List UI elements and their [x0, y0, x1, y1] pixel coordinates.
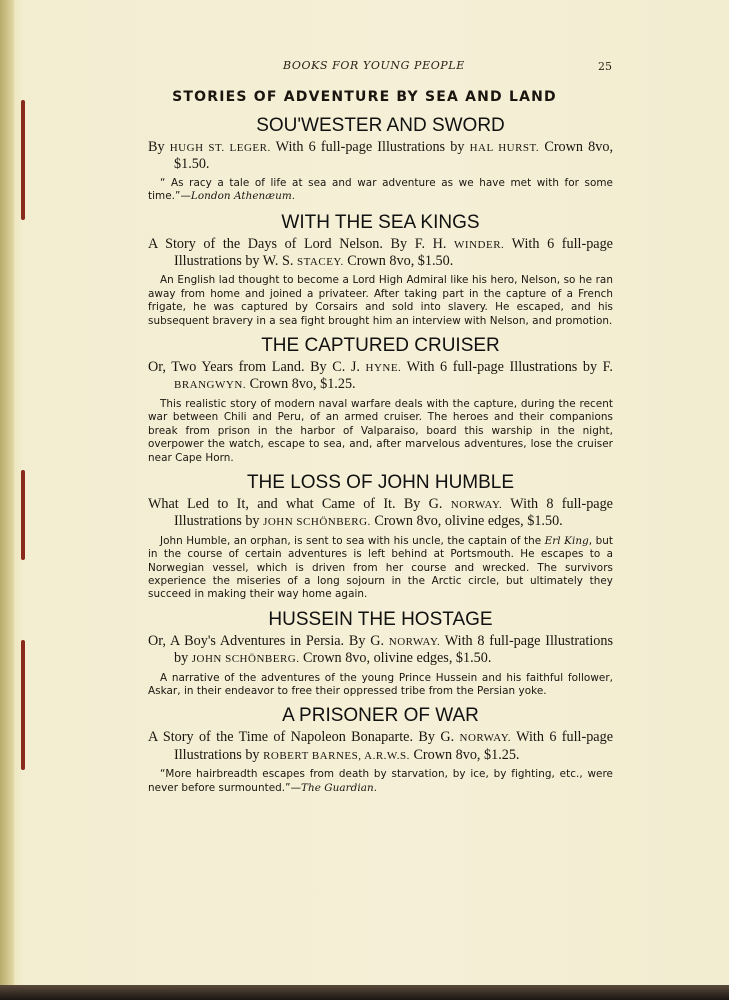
- note-text: John Humble, an orphan, is sent to sea with his uncle, the captain of the: [160, 534, 545, 547]
- book-description: [148, 729, 613, 764]
- book-description: [148, 139, 613, 173]
- illustrator-name: STACEY.: [296, 256, 344, 269]
- book-entry: [148, 114, 613, 204]
- book-title: A PRISONER OF WAR: [282, 705, 479, 727]
- book-note: This realistic story of modern naval warfare deals with the capture, during the recent war between Chili and Peru, of an armed cruiser. The heroes and their companions break from prison in the harbor of Valparaiso, board this warship in the night, overpower the watch, escape to sea, and, after marvelous adventures, lose the cruiser near Cape Horn.: [148, 397, 613, 464]
- note-text: “ As racy a tale of life at sea and war adventure as we have met with for some time.”—: [148, 176, 613, 203]
- book-entry: [148, 334, 613, 465]
- running-head: BOOKS FOR YOUNG PEOPLE: [283, 59, 465, 72]
- book-title: THE LOSS OF JOHN HUMBLE: [246, 471, 515, 493]
- desc-text: With 8 full-page Illustrations by: [174, 495, 613, 530]
- book-entry: [148, 704, 613, 795]
- illustrator-name: JOHN SCHÖNBERG.: [263, 516, 371, 529]
- author-name: NORWAY.: [459, 732, 512, 745]
- desc-text: By: [148, 139, 170, 155]
- book-description: [148, 496, 613, 531]
- desc-text: Crown 8vo, $1.50.: [343, 253, 454, 270]
- desc-text: With 6 full-page Illustrations by W. S.: [174, 235, 613, 270]
- book-note: [148, 535, 613, 602]
- page-number: 25: [598, 60, 612, 73]
- book-entry: [148, 471, 613, 602]
- desc-text: With 6 full-page Illustrations by F.: [401, 359, 613, 376]
- gutter-mark: [21, 470, 25, 560]
- book-description: [148, 236, 613, 271]
- book-title: WITH THE SEA KINGS: [281, 211, 480, 233]
- book-description: [148, 359, 613, 394]
- book-title: HUSSEIN THE HOSTAGE: [268, 608, 493, 630]
- illustrator-name: BRANGWYN.: [174, 379, 247, 392]
- author-name: NORWAY.: [388, 635, 441, 648]
- page-gutter: [0, 0, 14, 985]
- desc-text: Crown 8vo, olivine edges, $1.50.: [370, 513, 563, 530]
- desc-text: With 6 full-page Illustrations by: [270, 139, 470, 155]
- book-note: An English lad thought to become a Lord High Admiral like his hero, Nelson, so he ran away from home and joined a privateer. After taking part in the capture of a French frigate, he was captured by Corsairs and sold into slavery. He escaped, and his subsequent bravery in a sea fight brought him an interview with Nelson, and promotion.: [148, 274, 613, 327]
- quote-source: The Guardian.: [301, 781, 378, 794]
- book-entry: [148, 211, 613, 328]
- desc-text: Or, Two Years from Land. By C. J.: [148, 359, 366, 376]
- author-name: WINDER.: [454, 238, 505, 251]
- book-note: A narrative of the adventures of the young Prince Hussein and his faithful follower, Askar, in their endeavor to free their oppressed tribe from the Persian yoke.: [148, 671, 613, 697]
- book-note: [148, 768, 613, 795]
- desc-text: With 8 full-page Illustrations by: [174, 632, 614, 667]
- book-list: [148, 114, 613, 795]
- desc-text: Crown 8vo, $1.25.: [246, 376, 356, 393]
- section-heading: STORIES OF ADVENTURE BY SEA AND LAND: [172, 89, 557, 105]
- book-note: [148, 177, 613, 204]
- book-title: THE CAPTURED CRUISER: [261, 335, 500, 357]
- ship-name: Erl King: [544, 534, 589, 547]
- gutter-mark: [21, 640, 25, 770]
- illustrator-name: HAL HURST.: [469, 142, 540, 154]
- desc-text: A Story of the Time of Napoleon Bonaparte. By G.: [148, 729, 460, 746]
- book-description: [148, 633, 613, 668]
- desc-text: Crown 8vo, olivine edges, $1.50.: [299, 650, 492, 667]
- desc-text: A Story of the Days of Lord Nelson. By F. H.: [148, 235, 455, 252]
- book-title: SOU'WESTER AND SWORD: [256, 115, 505, 136]
- desc-text: Crown 8vo, $1.25.: [409, 746, 520, 763]
- note-text: , but in the course of certain adventures is left behind at Portsmouth. He escapes to a Norwegian vessel, which is driven from her course and wrecked. The survivors experience the miseries of a long sojourn in the Arctic circle, but ultimately they succeed in making their way home again.: [148, 534, 613, 601]
- gutter-mark: [21, 100, 25, 220]
- author-name: NORWAY.: [450, 498, 503, 511]
- note-text: “More hairbreadth escapes from death by starvation, by ice, by fighting, etc., were never before surmounted.”—: [148, 768, 613, 794]
- page-edge-shadow: [0, 985, 729, 1000]
- quote-source: London Athenæum.: [190, 190, 296, 203]
- desc-text: Crown 8vo, $1.50.: [174, 139, 613, 173]
- author-name: HYNE.: [365, 362, 402, 375]
- desc-text: Or, A Boy's Adventures in Persia. By G.: [148, 632, 389, 649]
- illustrator-name: ROBERT BARNES, A.R.W.S.: [263, 749, 410, 762]
- book-entry: [148, 608, 613, 699]
- desc-text: With 6 full-page Illustrations by: [174, 729, 613, 763]
- illustrator-name: JOHN SCHÖNBERG.: [191, 653, 300, 666]
- desc-text: What Led to It, and what Came of It. By G.: [148, 495, 451, 512]
- author-name: HUGH ST. LEGER.: [169, 142, 271, 154]
